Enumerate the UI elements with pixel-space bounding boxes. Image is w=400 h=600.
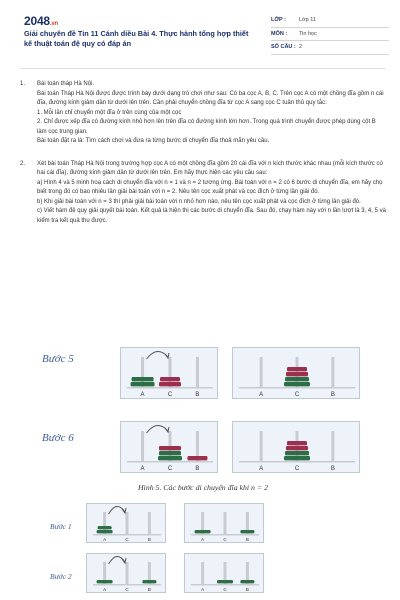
document-header xyxy=(16,12,386,62)
peg-label: B xyxy=(330,466,335,472)
peg-label: C xyxy=(294,466,300,472)
peg-label: C xyxy=(125,587,129,592)
header-divider xyxy=(20,68,386,69)
peg-label: B xyxy=(147,587,151,592)
peg-label: A xyxy=(103,587,107,592)
disk xyxy=(240,530,254,533)
hanoi-panel xyxy=(232,421,360,473)
question-line: b) Khi giải bài toán với n = 3 thì phải giải bài toán với n nhỏ hơn nào, nêu tên cọc xuất phát và cọc đích ở từng lần giải đó. xyxy=(37,198,361,205)
question-line: 2. Chỉ được xếp đĩa có đường kính nhỏ hơn lên trên đĩa có đường kính lớn hơn. Trong quá trình chuyển được phép dùng cột B làm cọc trung gian. xyxy=(37,119,376,135)
disk xyxy=(187,456,207,460)
hanoi-drawing xyxy=(87,504,167,544)
peg-label: C xyxy=(223,587,227,592)
hanoi-panel xyxy=(86,553,166,593)
peg-base xyxy=(191,584,259,586)
question-2 xyxy=(20,160,386,227)
peg-label: B xyxy=(245,587,249,592)
document-meta xyxy=(271,14,389,55)
disk xyxy=(285,451,309,455)
hanoi-drawing xyxy=(87,554,167,594)
disk xyxy=(131,382,155,386)
peg-base xyxy=(93,534,161,536)
hanoi-panel xyxy=(120,347,218,399)
peg-label: A xyxy=(140,466,145,472)
disk xyxy=(158,456,182,460)
disk xyxy=(287,441,307,445)
disk xyxy=(159,451,181,455)
peg xyxy=(224,512,227,534)
peg xyxy=(126,512,129,534)
disk xyxy=(132,377,154,381)
peg-label: B xyxy=(195,392,200,398)
disk xyxy=(160,377,180,381)
hanoi-drawing xyxy=(121,422,219,474)
question-line: Xét bài toán Tháp Hà Nội trong trường hợp cọc A có một chồng đĩa gồm 20 cái đĩa với n kích thước khác nhau (mỗi kích thước có hai cái đĩa), đường kính giảm dần từ dưới lên trên. Em hãy thực hiện các yêu cầu sau: xyxy=(37,160,383,176)
peg xyxy=(201,562,204,584)
question-number: 2. xyxy=(20,160,26,167)
hanoi-drawing xyxy=(121,348,219,400)
move-arrow xyxy=(147,351,168,359)
move-arrow xyxy=(147,425,168,433)
disk xyxy=(284,382,310,386)
peg-base xyxy=(239,387,355,389)
peg-label: A xyxy=(140,392,145,398)
hanoi-drawing xyxy=(185,504,265,544)
meta-subject: MÔN : Tin học xyxy=(271,28,389,42)
hanoi-panel xyxy=(120,421,218,473)
question-line: 1. Mỗi lần chỉ chuyển một đĩa ở trên cùng của một cọc xyxy=(37,109,182,116)
hanoi-panel xyxy=(184,553,264,593)
document-title: Giải chuyên đề Tin 11 Cánh diều Bài 4. Thực hành tổng hợp thiết kế thuật toán đệ quy có đáp án xyxy=(24,29,249,48)
peg xyxy=(331,431,334,461)
disk xyxy=(240,580,254,583)
peg-label: A xyxy=(201,587,205,592)
peg-base xyxy=(127,461,213,463)
hanoi-panel xyxy=(184,503,264,543)
question-1 xyxy=(20,80,386,147)
peg-label: B xyxy=(195,466,200,472)
peg-base xyxy=(127,387,213,389)
peg-label: B xyxy=(245,537,249,542)
disk xyxy=(286,446,308,450)
questions xyxy=(20,80,386,226)
disk xyxy=(98,526,112,529)
hanoi-drawing xyxy=(233,348,361,400)
peg-base xyxy=(191,534,259,536)
disk xyxy=(285,377,309,381)
disk xyxy=(286,372,308,376)
peg xyxy=(148,512,151,534)
figure-caption: Hình 5. Các bước di chuyển đĩa khi n = 2 xyxy=(138,483,268,492)
hanoi-drawing xyxy=(185,554,265,594)
peg-base xyxy=(239,461,355,463)
peg xyxy=(260,357,263,387)
question-line: Bài toán đặt ra là: Tìm cách chơi và đưa ra từng bước di chuyển đĩa thoả mãn yêu cầu. xyxy=(37,138,270,144)
peg-label: C xyxy=(223,537,227,542)
peg-label: C xyxy=(167,392,173,398)
meta-grade: LỚP : Lớp 11 xyxy=(271,14,389,28)
peg-label: A xyxy=(103,537,107,542)
question-line: Bài toán tháp Hà Nội. xyxy=(37,81,95,87)
peg-label: B xyxy=(330,392,335,398)
peg xyxy=(126,562,129,584)
question-line: a) Hình 4 và 5 minh hoạ cách di chuyển đĩa với n = 1 và n = 2 tương ứng. Bài toán với n = 2 có 6 bước di chuyển đĩa, em hãy chọ biết trong đó có bao nhiêu lần giải bài toán với n = 2. Nêu tên cọc xuất phát và cọc đích ở từng lần giải đó. xyxy=(37,179,383,195)
peg-label: C xyxy=(294,392,300,398)
peg xyxy=(196,357,199,387)
peg-label: B xyxy=(147,537,151,542)
disk xyxy=(287,367,307,371)
peg-label: A xyxy=(259,392,264,398)
peg xyxy=(141,431,144,461)
disk xyxy=(159,446,181,450)
peg xyxy=(331,357,334,387)
hanoi-panel xyxy=(86,503,166,543)
question-body xyxy=(37,160,386,227)
peg-label: C xyxy=(125,537,129,542)
disk xyxy=(195,530,211,533)
question-line: c) Viết hàm đệ quy giải quyết bài toán. Kết quả là hiện thị các bước di chuyển đĩa. Sau đó, chạy hàm này với n lần lượt là 3, 4, 5 và kiểm tra kết quả thu được. xyxy=(37,208,386,224)
site-logo[interactable]: 2048.vn xyxy=(24,14,58,28)
peg-label: C xyxy=(167,466,173,472)
peg-label: A xyxy=(201,537,205,542)
step-label: Bước 6 xyxy=(42,432,74,444)
step-label: Bước 5 xyxy=(42,353,74,365)
step-label: Bước 2 xyxy=(50,572,72,581)
question-line: Bài toán Tháp Hà Nội được được trình bày dưới dạng trò chơi như sau: Có ba cọc A, B, C. Trên cọc A có một chồng đĩa gồm n cái đĩa, đường kính giảm dần từ dưới lên trên. Cần phải chuyển chồng đĩa từ cọc A sang cọc C tuân thủ quy tắc: xyxy=(37,90,384,106)
disk xyxy=(97,580,113,583)
disk xyxy=(97,530,113,533)
question-body xyxy=(37,80,386,147)
question-number: 1. xyxy=(20,81,26,87)
step-label: Bước 1 xyxy=(50,522,72,531)
disk xyxy=(159,382,181,386)
hanoi-drawing xyxy=(233,422,361,474)
peg-label: A xyxy=(259,466,264,472)
disk xyxy=(217,580,233,583)
peg-base xyxy=(93,584,161,586)
disk xyxy=(284,456,310,460)
disk xyxy=(142,580,156,583)
hanoi-panel xyxy=(232,347,360,399)
peg xyxy=(260,431,263,461)
meta-question-count: SỐ CÂU : 2 xyxy=(271,41,389,55)
